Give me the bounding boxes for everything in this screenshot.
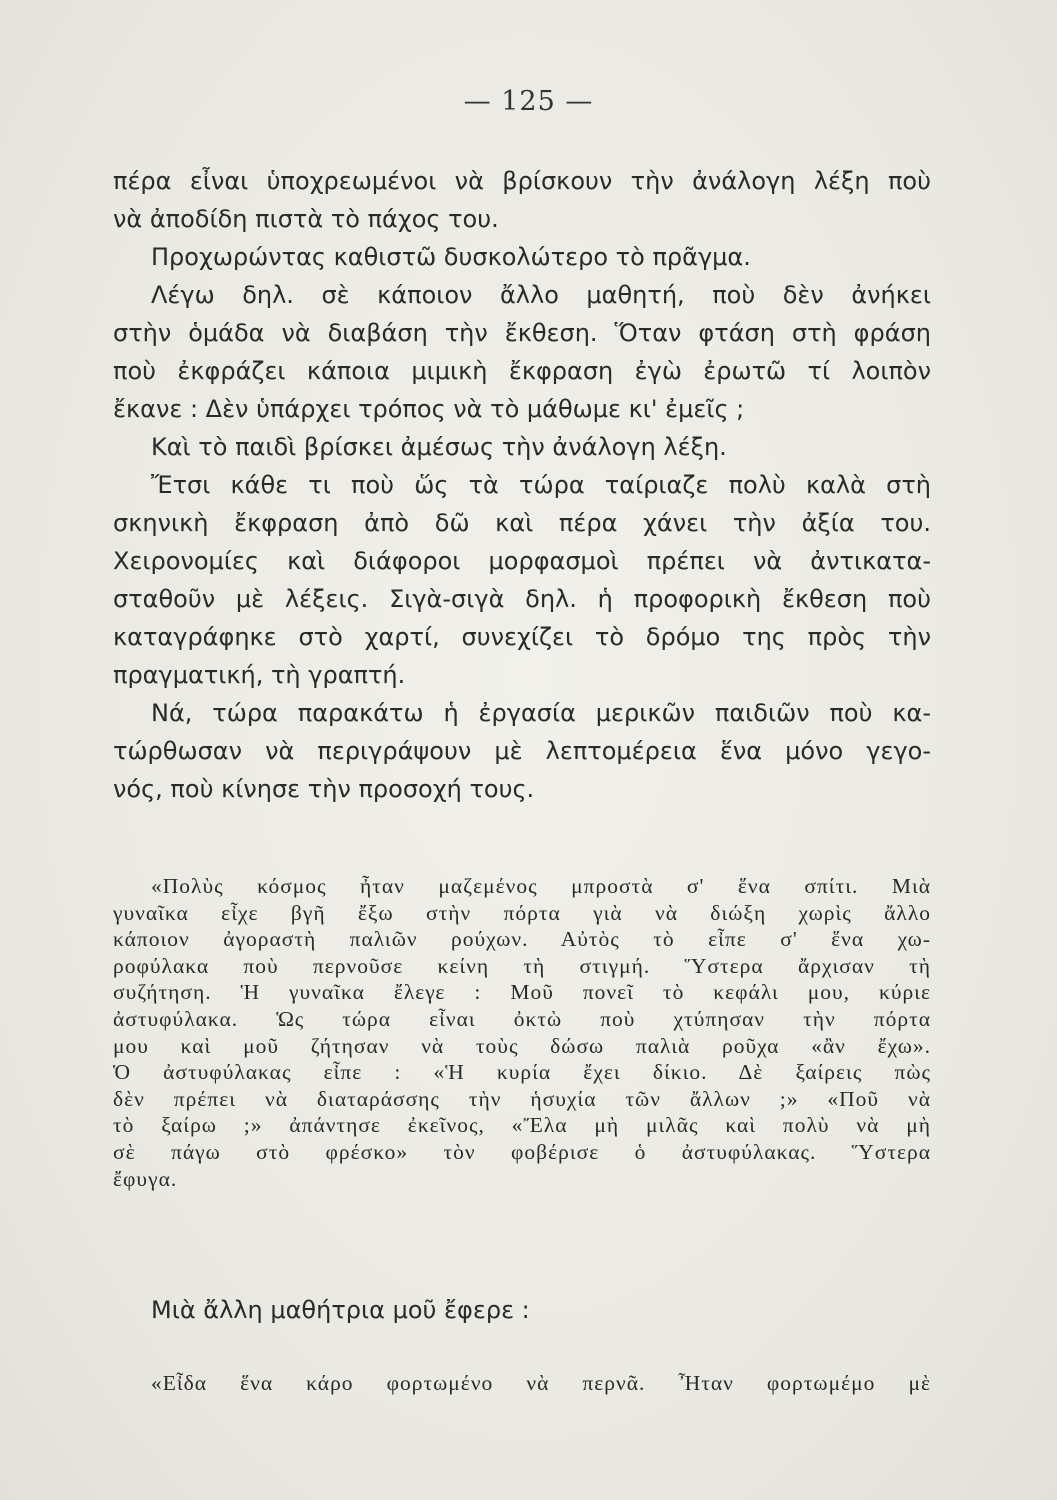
- quote-line: τὸ ξαίρω ;» ἀπάντησε ἐκεῖνος, «Ἔλα μὴ μιλᾶς καὶ πολὺ νὰ μὴ: [113, 1113, 931, 1138]
- text-line: Προχωρώντας καθιστῶ δυσκολώτερο τὸ πρᾶγμα.: [151, 243, 751, 271]
- text-line: Καὶ τὸ παιδὶ βρίσκει ἀμέσως τὴν ἀνάλογη λέξη.: [151, 433, 727, 461]
- quote-line: Ὁ ἀστυφύλακας εἶπε : «Ἡ κυρία ἔχει δίκιο. Δὲ ξαίρεις πὼς: [113, 1060, 931, 1085]
- text-line: τώρθωσαν νὰ περιγράψουν μὲ λεπτομέρεια ἕνα μόνο γεγο-: [113, 737, 931, 765]
- text-line: πέρα εἶναι ὑποχρεωμένοι νὰ βρίσκουν τὴν ἀνάλογη λέξη ποὺ: [113, 167, 931, 195]
- quote-line: «Πολὺς κόσμος ἦταν μαζεμένος μπροστὰ σ' ἕνα σπίτι. Μιὰ: [151, 874, 931, 898]
- text-line: καταγράφηκε στὸ χαρτί, συνεχίζει τὸ δρόμο της πρὸς τὴν: [113, 623, 931, 651]
- text-line: Χειρονομίες καὶ διάφοροι μορφασμοὶ πρέπει νὰ ἀντικατα-: [113, 547, 931, 575]
- quote-line: δὲν πρέπει νὰ διαταράσσης τὴν ἡσυχία τῶν ἄλλων ;» «Ποῦ νὰ: [113, 1086, 931, 1111]
- text-line: ποὺ ἐκφράζει κάποια μιμικὴ ἔκφραση ἐγὼ ἐρωτῶ τί λοιπὸν: [113, 357, 931, 385]
- text-line: στὴν ὁμάδα νὰ διαβάση τὴν ἔκθεση. Ὅταν φτάση στὴ φράση: [113, 319, 931, 347]
- paragraph: [113, 276, 931, 428]
- student-quote-2: [113, 1370, 931, 1397]
- quote-line: «Εἶδα ἕνα κάρο φορτωμένο νὰ περνᾶ. Ἦταν φορτωμέμο μὲ: [151, 1371, 931, 1395]
- text-line: νὰ ἀποδίδη πιστὰ τὸ πάχος του.: [113, 205, 499, 233]
- quote-line: σὲ πάγω στὸ φρέσκο» τὸν φοβέρισε ὁ ἀστυφύλακας. Ὕστερα: [113, 1139, 931, 1164]
- main-text: [113, 162, 931, 808]
- text-line: σκηνικὴ ἔκφραση ἀπὸ δῶ καὶ πέρα χάνει τὴν ἀξία του.: [113, 509, 931, 537]
- paragraph: [113, 428, 931, 466]
- paragraph: [113, 238, 931, 276]
- text-line: Ἔτσι κάθε τι ποὺ ὥς τὰ τώρα ταίριαζε πολὺ καλὰ στὴ: [151, 471, 931, 499]
- quote-line: ροφύλακα ποὺ περνοῦσε κείνη τὴ στιγμή. Ὕστερα ἄρχισαν τὴ: [113, 953, 931, 978]
- text-line: ἔκανε : Δὲν ὑπάρχει τρόπος νὰ τὸ μάθωμε κι' ἐμεῖς ;: [113, 395, 745, 423]
- quote-line: ἔφυγα.: [113, 1166, 178, 1191]
- quote-line: κάποιον ἀγοραστὴ παλιῶν ρούχων. Αὐτὸς τὸ εἶπε σ' ἕνα χω-: [113, 927, 931, 952]
- section-intro: Μιὰ ἄλλη μαθήτρια μοῦ ἔφερε :: [151, 1296, 530, 1324]
- quote-line: μου καὶ μοῦ ζήτησαν νὰ τοὺς δώσω παλιὰ ροῦχα «ἂν ἔχω».: [113, 1033, 931, 1058]
- text-line: πραγματική, τὴ γραπτή.: [113, 661, 406, 689]
- paragraph: [113, 162, 931, 238]
- student-quote-1: [113, 873, 931, 1192]
- quote-line: γυναῖκα εἶχε βγῆ ἔξω στὴν πόρτα γιὰ νὰ διώξη χωρὶς ἄλλο: [113, 900, 931, 925]
- text-line: Λέγω δηλ. σὲ κάποιον ἄλλο μαθητή, ποὺ δὲν ἀνήκει: [151, 281, 931, 309]
- quote-line: ἀστυφύλακα. Ὡς τώρα εἶναι ὀκτὼ ποὺ χτύπησαν τὴν πόρτα: [113, 1006, 931, 1031]
- text-line: σταθοῦν μὲ λέξεις. Σιγὰ-σιγὰ δηλ. ἡ προφορικὴ ἔκθεση ποὺ: [113, 585, 931, 613]
- page-number: — 125 —: [463, 86, 594, 117]
- text-line: νός, ποὺ κίνησε τὴν προσοχή τους.: [113, 775, 535, 803]
- text-line: Νά, τώρα παρακάτω ἡ ἐργασία μερικῶν παιδιῶν ποὺ κα-: [151, 699, 931, 727]
- paragraph: [113, 694, 931, 808]
- paragraph: [113, 466, 931, 694]
- quote-line: συζήτηση. Ἡ γυναῖκα ἔλεγε : Μοῦ πονεῖ τὸ κεφάλι μου, κύριε: [113, 980, 931, 1005]
